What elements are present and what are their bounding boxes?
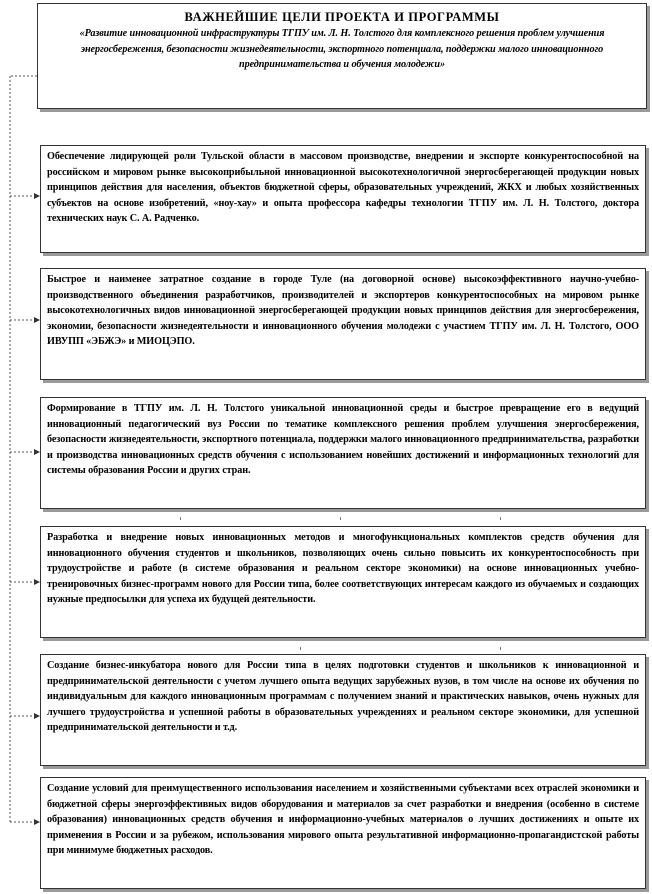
goal-box-2	[40, 268, 646, 380]
goal-text: Обеспечение лидирующей роли Тульской области в массовом производстве, внедрении и экспорте конкурентоспособной на российском и мировом рынке высокоприбыльной инновационной высокотехнологичной энергосберегающей продукции новых принципов действия для населения, объектов бюджетной сферы, образовательных учреждений, ЖКХ и любых хозяйственных субъектов на основе изобретений, «ноу-хау» и опыта профессора кафедры технологии ТГПУ им. Л. Н. Толстого, доктора технических наук С. А. Радченко.	[47, 151, 639, 225]
goal-box-3	[40, 397, 646, 509]
header-subtitle: «Развитие инновационной инфраструктуры ТГПУ им. Л. Н. Толстого для комплексного решения проблем улучшения энергосбережения, безопасности жизнедеятельности, экспортного потенциала, поддержки малого инновационного предпринимательства и обучения молодежи»	[79, 28, 605, 71]
tick-mark	[500, 647, 501, 650]
tick-mark	[500, 517, 501, 520]
goal-text: Создание бизнес-инкубатора нового для России типа в целях подготовки студентов и школьников к инновационной и предпринимательской деятельности с учетом лучшего опыта ведущих зарубежных вузов, в том числе на основе их обучения по индивидуальным для каждого инновационным программам с получением знаний и практических навыков, очень нужных для лучшего трудоустройства и успешной работы в образовательных учреждениях и реальном секторе экономики, для успешной предпринимательской деятельности и т.д.	[47, 660, 639, 734]
goal-box-1	[40, 145, 646, 253]
goal-text: Разработка и внедрение новых инновационных методов и многофункциональных комплектов средств обучения для инновационного обучения студентов и школьников, позволяющих очень сильно повысить их конкурентоспособность при трудоустройстве и работе (в системе образования и реальном секторе экономики) на основе инновационных учебно-тренировочных бизнес-программ нового для России типа, более соответствующих интересам каждого из обучаемых и создающих нужные предпосылки для успеха их будущей деятельности.	[47, 532, 639, 606]
goal-box-5	[40, 654, 646, 766]
header-box	[37, 3, 647, 109]
header-title: ВАЖНЕЙШИЕ ЦЕЛИ ПРОЕКТА И ПРОГРАММЫ	[184, 10, 500, 24]
goal-box-4	[40, 526, 646, 638]
goal-text: Создание условий для преимущественного использования населением и хозяйственными субъектами всех отраслей экономики и бюджетной сферы энергоэффективных видов оборудования и материалов за счет разработки и внедрения (особенно в системе образования) инновационных средств обучения и информационно-учебных материалов о лучших достижениях и опыте их применения в России и за рубежом, использования мирового опыта результативной информационно-пропагандистской работы при минимуме бюджетных расходов.	[47, 783, 639, 857]
goal-text: Быстрое и наименее затратное создание в городе Туле (на договорной основе) высокоэффективного научно-учебно-производственного объединения разработчиков, производителей и экспортеров конкурентоспособных на мировом рынке высокотехнологичных видов инновационной энергосберегающей продукции новых принципов действия для энергосбережения, экономии, безопасности жизнедеятельности и инновационного обучения молодежи с участием ТГПУ им. Л. Н. Толстого, ООО ИВУПП «ЭБЖЭ» и МИОЦЭПО.	[47, 274, 639, 348]
goal-box-6	[40, 777, 646, 889]
tick-mark	[340, 517, 341, 520]
tick-mark	[180, 517, 181, 520]
goal-text: Формирование в ТГПУ им. Л. Н. Толстого уникальной инновационной среды и быстрое превращение его в ведущий инновационный педагогический вуз России по тематике комплексного решения проблем улучшения энергосбережения, безопасности жизнедеятельности, экспортного потенциала, поддержки малого инновационного предпринимательства, разработки и производства инновационных средств обучения с использованием новейших достижений и информационных технологий для системы образования России и других стран.	[47, 403, 639, 477]
tick-mark	[300, 647, 301, 650]
